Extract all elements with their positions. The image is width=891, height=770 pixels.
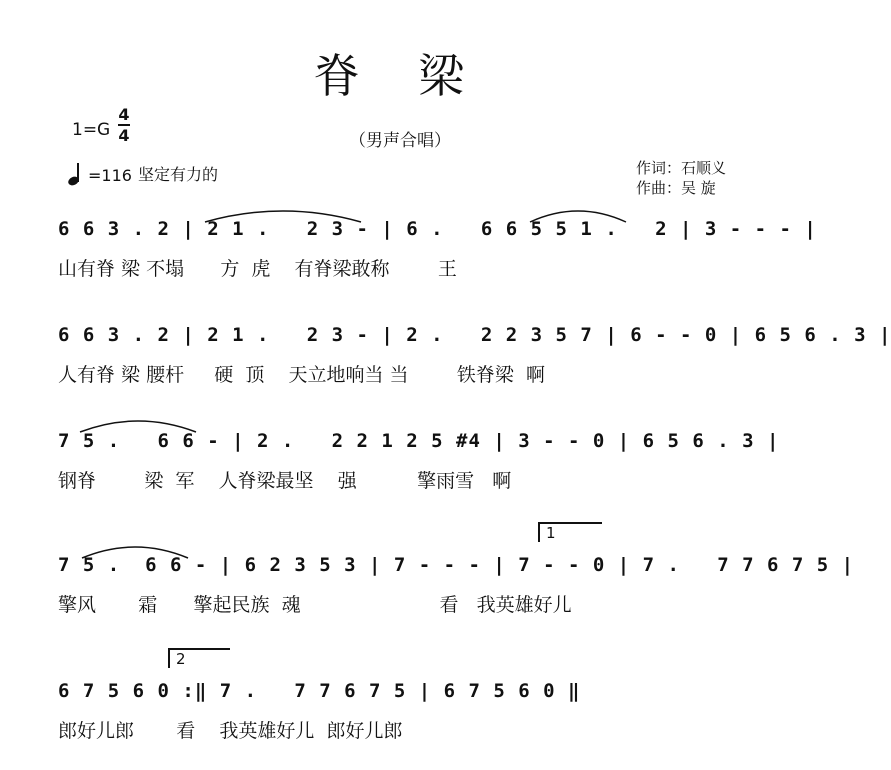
time-signature [118,106,130,144]
row-notes: 7 5 . 6 6 - | 2 . 2 2 1 2 5 #4 | 3 - - 0 | 6 5 6 . 3 | [58,430,780,452]
slur-mark [528,206,628,226]
slur-mark [203,206,363,226]
tempo-marking [68,162,218,185]
credits [636,158,726,198]
key-signature: 1=G [72,120,111,140]
row-notes: 6 6 3 . 2 | 2 1 . 2 3 - | 6 . 6 6 5 5 1 . 2 | 3 - - - | [58,218,817,240]
composer: 作曲：吴 旋 [636,179,716,197]
tempo-expression: 坚定有力的 [137,165,218,184]
time-signature-top: 4 [118,105,130,124]
slur-mark [80,542,190,562]
row-lyrics: 擎风 霜 擎起民族 魂 看 我英雄好儿 [58,594,572,616]
row-lyrics: 钢脊 梁 军 人脊梁最坚 强 擎雨雪 啊 [58,470,512,492]
song-title: 脊 梁 [313,49,487,103]
volta-number: 2 [176,650,186,668]
row-notes: 7 5 . 6 6 - | 6 2 3 5 3 | 7 - - - | 7 - - 0 | 7 . 7 7 6 7 5 | [58,554,855,576]
row-lyrics: 人有脊 梁 腰杆 硬 顶 天立地响当 当 铁脊梁 啊 [58,364,545,386]
score-row-1 [58,218,817,280]
volta-bracket-2 [168,648,230,668]
row-lyrics: 山有脊 梁 不塌 方 虎 有脊梁敢称 王 [58,258,457,280]
tempo-bpm: =116 [88,166,132,185]
quarter-note-icon [68,163,84,185]
score-row-5 [58,650,748,742]
volta-number: 1 [546,524,556,542]
volta-bracket-1 [538,522,602,542]
row-notes: 6 7 5 6 0 :‖ 7 . 7 7 6 7 5 | 6 7 5 6 0 ‖ [58,680,581,702]
row-notes: 6 6 3 . 2 | 2 1 . 2 3 - | 2 . 2 2 3 5 7 | 6 - - 0 | 6 5 6 . 3 | [58,324,891,346]
time-signature-bottom: 4 [118,125,130,145]
slur-mark [78,416,198,436]
score-row-4 [58,524,855,616]
song-subtitle: （男声合唱） [349,131,451,151]
score-row-3 [58,430,780,492]
score-row-2 [58,324,891,386]
row-lyrics: 郎好儿郎 看 我英雄好儿 郎好儿郎 [58,720,403,742]
lyricist: 作词：石顺义 [636,159,727,177]
